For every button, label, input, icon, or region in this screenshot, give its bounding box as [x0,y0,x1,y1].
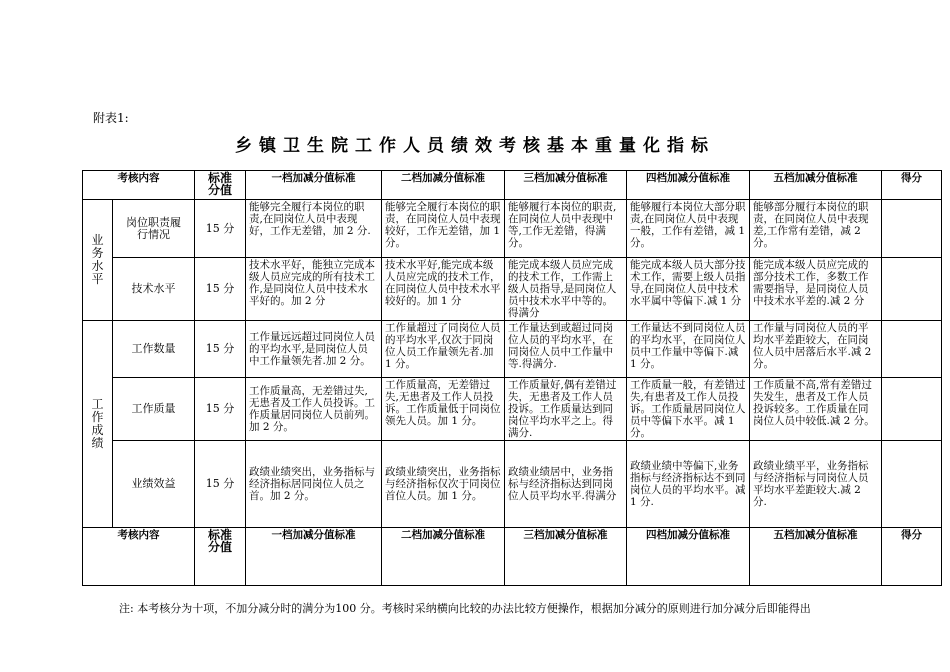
header-content: 考核内容 [83,171,195,200]
category-performance: 工 作 成 绩 [83,321,113,528]
level5-cell: 能够部分履行本岗位的职责，在同岗位人员中表现差,工作常有差错，减 2 分。 [750,200,882,258]
level4-cell: 政绩业绩中等偏下,业务指标与经济指标达不到同岗位人员的平均水平。减 1 分. [627,441,750,528]
level4-cell: 工作质量一般，有差错过失,有患者及工作人员投诉。工作质量居同岗位人员中等偏下水平。减 1 分。 [627,378,750,441]
table-row [83,441,942,528]
standard-score: 15 分 [195,441,246,528]
category-business: 业 务 水 平 [83,200,113,321]
header-level5: 五档加减分值标准 [750,171,882,200]
level1-cell: 工作质量高，无差错过失,无患者及工作人员投诉。工作质量居同岗位人员前列。加 2 分。 [246,378,382,441]
header-level2: 二档加减分值标准 [382,171,505,200]
level1-cell: 能够完全履行本岗位的职责,在同岗位人员中表现好，工作无差错，加 2 分. [246,200,382,258]
level3-cell: 政绩业绩居中，业务指标与经济指标达到同岗位人员平均水平.得满分 [505,441,627,528]
score-cell[interactable] [882,200,942,258]
header-level1: 一档加减分值标准 [246,171,382,200]
level3-cell: 工作质量好,偶有差错过失，无患者及工作人员投诉。工作质量达到同岗位平均水平之上。得满分. [505,378,627,441]
score-cell[interactable] [882,441,942,528]
appendix-label: 附表1: [93,111,129,125]
header-row-top [83,171,942,200]
assessment-table [82,170,942,586]
level3-cell: 工作量达到或超过同岗位人员的平均水平，在同岗位人员中工作量中等.得满分. [505,321,627,378]
item-label: 技术水平 [113,258,195,321]
level2-cell: 政绩业绩突出，业务指标与经济指标仅次于同岗位首位人员。加 1 分。 [382,441,505,528]
standard-score: 15 分 [195,258,246,321]
page-title: 乡镇卫生院工作人员绩效考核基本重量化指标 [235,136,715,156]
level2-cell: 工作量超过了同岗位人员的平均水平,仅次于同岗位人员工作量领先者.加 1 分。 [382,321,505,378]
item-label: 岗位职责履 行情况 [113,200,195,258]
header-standard: 标准 分值 [195,528,246,586]
level4-cell: 能完成本级人员大部分技术工作，需要上级人员指导,在同岗位人员中技术水平属中等偏下.减 1 分 [627,258,750,321]
level5-cell: 工作量与同岗位人员的平均水平差距较大，在同岗位人员中居落后水平.减 2 分。 [750,321,882,378]
level3-cell: 能够履行本岗位的职责,在同岗位人员中表现中等,工作无差错，得满分。 [505,200,627,258]
standard-score: 15 分 [195,321,246,378]
level5-cell: 工作质量不高,常有差错过失发生，患者及工作人员投诉较多。工作质量在同岗位人员中较低.减 2 分。 [750,378,882,441]
header-level3: 三档加减分值标准 [505,171,627,200]
level4-cell: 工作量达不到同岗位人员的平均水平，在同岗位人员中工作量中等偏下.减 1 分。 [627,321,750,378]
standard-score: 15 分 [195,200,246,258]
level2-cell: 能够完全履行本岗位的职责，在同岗位人员中表现较好，工作无差错，加 1 分。 [382,200,505,258]
table-row [83,321,942,378]
item-label: 业绩效益 [113,441,195,528]
header-standard: 标准 分值 [195,171,246,200]
level1-cell: 工作量远远超过同岗位人员的平均水平,是同岗位人员中工作量领先者.加 2 分。 [246,321,382,378]
header-level4: 四档加减分值标准 [627,528,750,586]
level5-cell: 能完成本级人员应完成的部分技术工作，多数工作需要指导，是同岗位人员中技术水平差的.减 2 分 [750,258,882,321]
table-row [83,258,942,321]
header-level1: 一档加减分值标准 [246,528,382,586]
level3-cell: 能完成本级人员应完成的技术工作，工作需上级人员指导,是同岗位人员中技术水平中等的。得满分 [505,258,627,321]
header-level3: 三档加减分值标准 [505,528,627,586]
level1-cell: 政绩业绩突出，业务指标与经济指标居同岗位人员之首。加 2 分。 [246,441,382,528]
score-cell[interactable] [882,321,942,378]
header-level4: 四档加减分值标准 [627,171,750,200]
level5-cell: 政绩业绩平平，业务指标与经济指标与同岗位人员平均水平差距较大.减 2 分. [750,441,882,528]
score-cell[interactable] [882,258,942,321]
score-cell[interactable] [882,378,942,441]
level2-cell: 技术水平好,能完成本级人员应完成的技术工作，在同岗位人员中技术水平较好的。加 1 分 [382,258,505,321]
header-score: 得分 [882,528,942,586]
level1-cell: 技术水平好，能独立完成本级人员应完成的所有技术工作,是同岗位人员中技术水平好的。加 2 分 [246,258,382,321]
table-row [83,378,942,441]
header-level5: 五档加减分值标准 [750,528,882,586]
level4-cell: 能够履行本岗位大部分职责,在同岗位人员中表现一般，工作有差错，减 1 分。 [627,200,750,258]
header-score: 得分 [882,171,942,200]
table-row [83,200,942,258]
level2-cell: 工作质量高，无差错过失,无患者及工作人员投诉。工作质量低于同岗位领先人员。加 1 分。 [382,378,505,441]
standard-score: 15 分 [195,378,246,441]
header-content: 考核内容 [83,528,195,586]
item-label: 工作数量 [113,321,195,378]
header-level2: 二档加减分值标准 [382,528,505,586]
item-label: 工作质量 [113,378,195,441]
footnote: 注: 本考核分为十项，不加分减分时的满分为100 分。考核时采纳横向比较的办法比较方便操作，根据加分减分的原则进行加分减分后即能得出 [119,602,811,615]
header-row-bottom [83,528,942,586]
